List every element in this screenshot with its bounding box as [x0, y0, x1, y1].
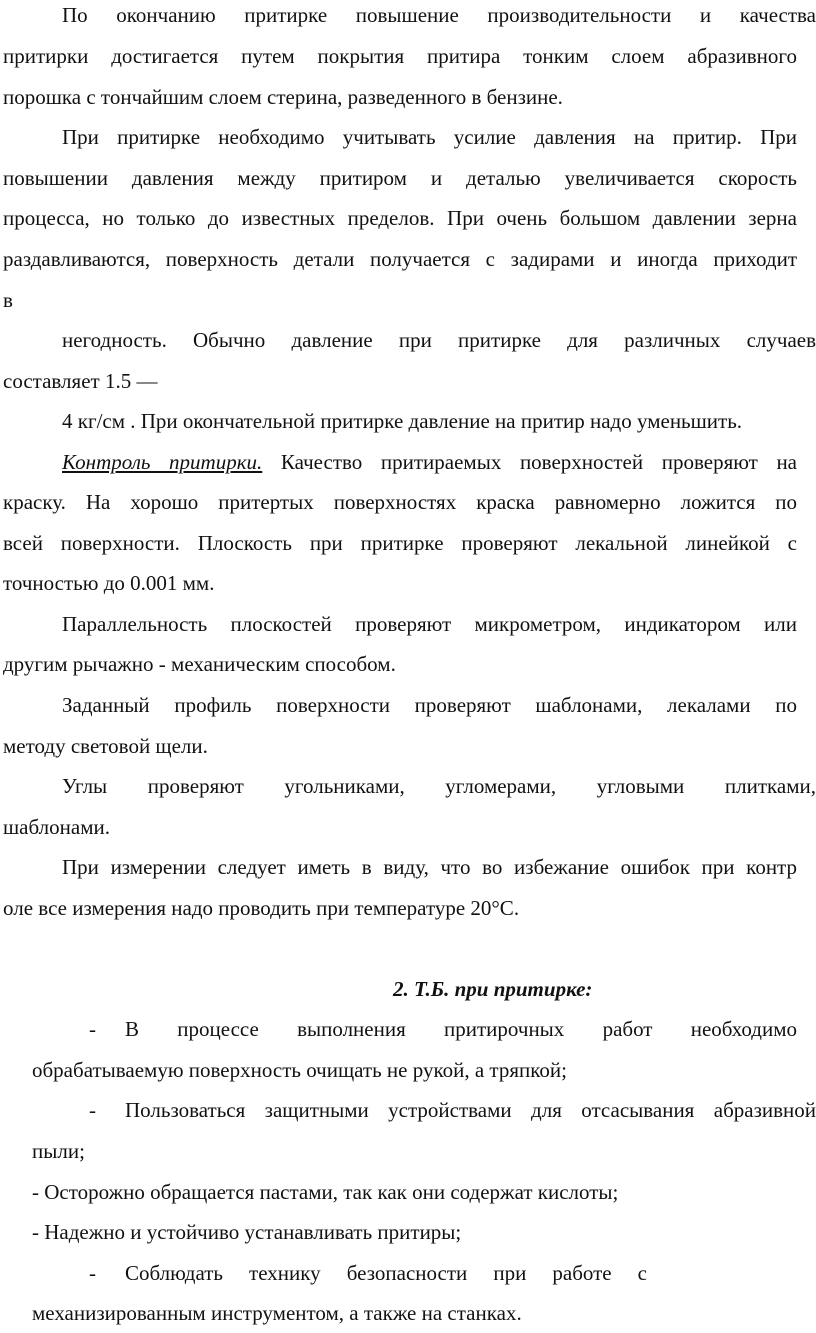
- text-line: раздавливаются, поверхность детали получается с задирами и иногда приходит: [3, 247, 797, 271]
- text-line: При измерении следует иметь в виду, что во избежание ошибок при контр: [62, 855, 797, 879]
- text-line: точностью до 0.001 мм.: [3, 571, 215, 595]
- text-line: механизированным инструментом, а также на станках.: [32, 1301, 522, 1325]
- text-line: притирки достигается путем покрытия притира тонким слоем абразивного: [3, 44, 797, 68]
- text-line: в: [3, 288, 13, 312]
- list-item: [32, 1263, 647, 1284]
- text-line: 4 кг/см . При окончательной притирке давление на притир надо уменьшить.: [62, 409, 743, 433]
- list-item: - Надежно и устойчиво устанавливать притиры;: [32, 1220, 462, 1244]
- text-line: обрабатываемую поверхность очищать не рукой, а тряпкой;: [32, 1058, 567, 1082]
- list-item-text: В процессе выполнения притирочных работ необходимо: [125, 1017, 797, 1041]
- text-line: составляет 1.5 —: [3, 369, 158, 393]
- text-line: порошка с тончайшим слоем стерина, разведенного в бензине.: [3, 85, 563, 109]
- list-item-text: Соблюдать технику безопасности при работе с: [125, 1261, 647, 1285]
- text-line: [62, 452, 797, 473]
- text-line: повышении давления между притиром и деталью увеличивается скорость: [3, 166, 797, 190]
- list-dash: -: [89, 1098, 96, 1122]
- text-line: Заданный профиль поверхности проверяют шаблонами, лекалами по: [62, 693, 797, 717]
- text-span: Качество притираемых поверхностей проверяют на: [280, 450, 798, 474]
- text-line: другим рычажно - механическим способом.: [3, 652, 396, 676]
- text-line: методу световой щели.: [3, 734, 208, 758]
- text-line: краску. На хорошо притертых поверхностях краска равномерно ложится по: [3, 490, 797, 514]
- text-line: негодность. Обычно давление при притирке для различных случаев: [62, 328, 816, 352]
- text-line: При притирке необходимо учитывать усилие давления на притир. При: [62, 125, 797, 149]
- list-item: [32, 1019, 797, 1040]
- list-dash: -: [89, 1017, 96, 1041]
- text-line: По окончанию притирке повышение производительности и качества: [62, 3, 816, 27]
- list-item-text: Пользоваться защитными устройствами для отсасывания абразивной: [125, 1098, 816, 1122]
- list-dash: -: [89, 1261, 96, 1285]
- list-item: - Осторожно обращается пастами, так как они содержат кислоты;: [32, 1180, 619, 1204]
- text-line: процесса, но только до известных пределов. При очень большом давлении зерна: [3, 206, 797, 230]
- text-line: всей поверхности. Плоскость при притирке проверяют лекальной линейкой с: [3, 531, 797, 555]
- text-line: пыли;: [32, 1139, 85, 1163]
- text-line: Параллельность плоскостей проверяют микрометром, индикатором или: [62, 612, 797, 636]
- section-title-lapping-control: Контроль притирки.: [62, 450, 263, 474]
- list-item: [32, 1100, 816, 1121]
- section-heading: 2. Т.Б. при притирке:: [393, 977, 593, 1001]
- text-line: оле все измерения надо проводить при температуре 20°С.: [3, 896, 520, 920]
- text-line: шаблонами.: [3, 815, 110, 839]
- text-line: Углы проверяют угольниками, угломерами, угловыми плитками,: [62, 774, 816, 798]
